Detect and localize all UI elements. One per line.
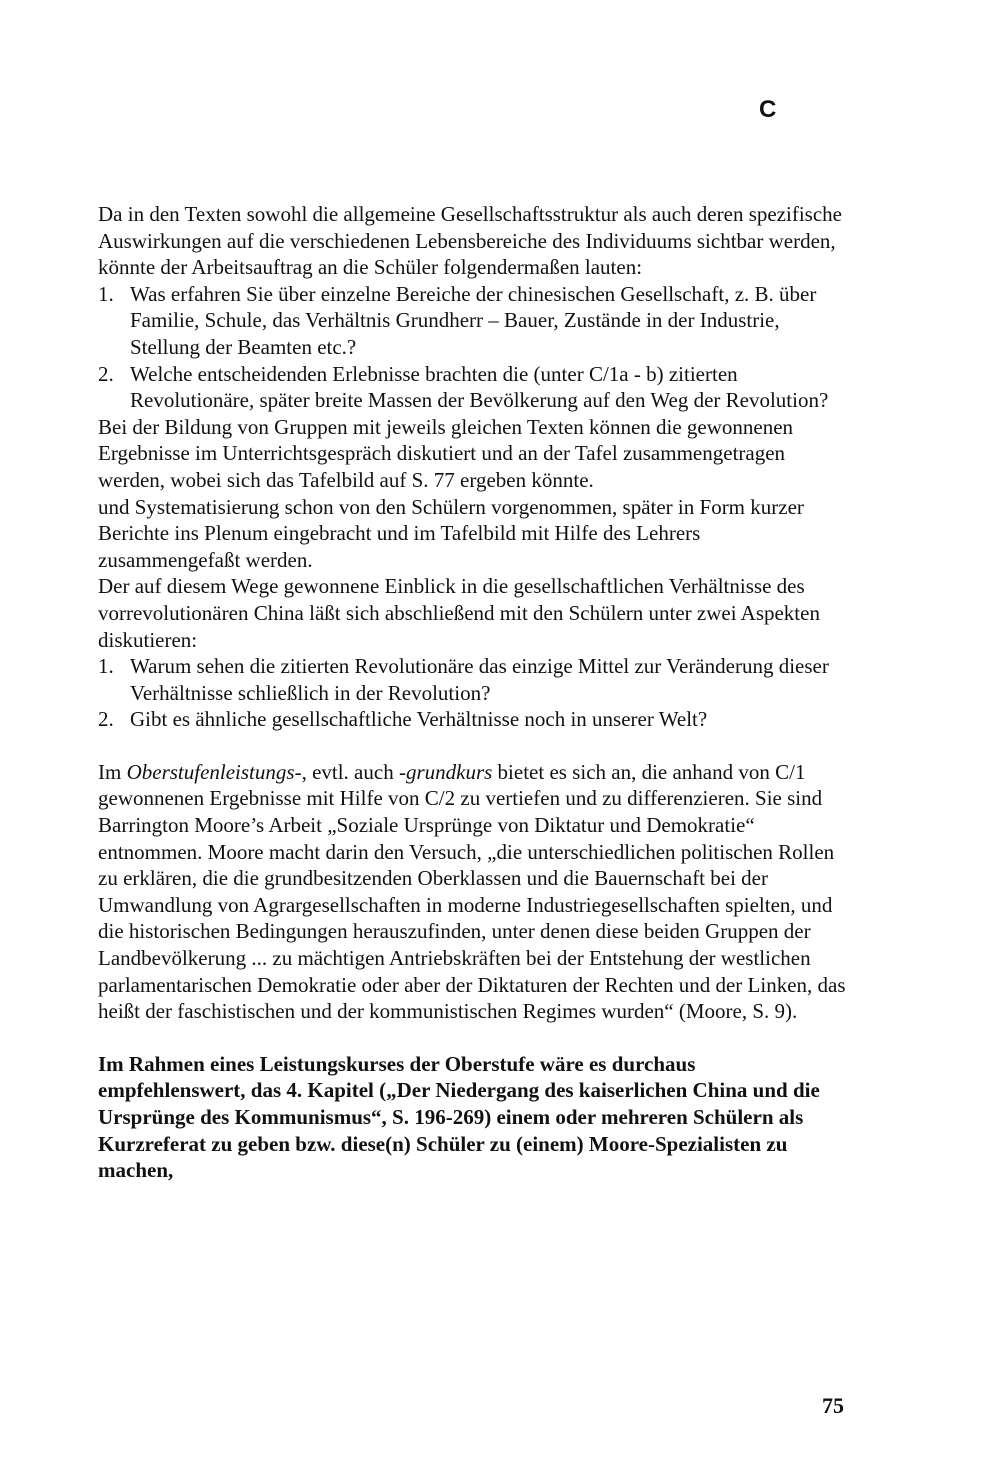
paragraph-recommendation: Im Rahmen eines Leistungskurses der Oberstufe wäre es durchaus empfehlenswert, das 4. Kapitel („Der Niedergang des kaiserlichen China und die Ursprünge des Kommunismus“, S. 196-269) einem oder mehreren Schülern als Kurzreferat zu geben bzw. diese(n) Schüler zu (einem) Moore-Spezialisten zu machen,: [98, 1051, 820, 1183]
list-item: [98, 706, 846, 733]
paragraph-groups: Bei der Bildung von Gruppen mit jeweils gleichen Texten können die gewonnenen Ergebnisse im Unterrichtsgespräch diskutiert und an der Tafel zusammengetragen werden, wobei sich das Tafelbild auf S. 77 ergeben könnte.: [98, 414, 794, 492]
list-number: 2.: [98, 361, 114, 386]
body-text: [98, 201, 846, 1184]
list-item: [98, 361, 846, 414]
list-item: [98, 653, 846, 706]
italic-term: Oberstufenleistungs-: [126, 759, 302, 784]
list-number: 2.: [98, 707, 114, 732]
list-number: 1.: [98, 654, 114, 679]
page-number: 75: [822, 1393, 844, 1418]
paragraph-insight: Der auf diesem Wege gewonnene Einblick in die gesellschaftlichen Verhältnisse des vorrevolutionären China läßt sich abschließend mit den Schülern unter zwei Aspekten diskutieren:: [98, 574, 820, 652]
discussion-list: [98, 653, 846, 733]
italic-term: -grundkurs: [398, 759, 493, 784]
paragraph-systematization: und Systematisierung schon von den Schülern vorgenommen, später in Form kurzer Berichte ins Plenum eingebracht und im Tafelbild mit Hilfe des Lehrers zusammengefaßt werden.: [98, 494, 804, 572]
paragraph-intro: Da in den Texten sowohl die allgemeine Gesellschaftsstruktur als auch deren spezifische Auswirkungen auf die verschiedenen Lebensbereiche des Individuums sichtbar werden, könnte der Arbeitsauftrag an die Schüler folgendermaßen lauten:: [98, 202, 842, 280]
task-list: [98, 281, 846, 414]
list-item: [98, 281, 846, 361]
list-text: Was erfahren Sie über einzelne Bereiche der chinesischen Gesellschaft, z. B. über Familie, Schule, das Verhältnis Grundherr – Bauer, Zustände in der Industrie, Stellung der Beamten etc.?: [130, 281, 817, 359]
text-fragment: Im: [98, 759, 127, 784]
text-fragment: , evtl. auch: [301, 759, 399, 784]
list-text: Welche entscheidenden Erlebnisse brachten die (unter C/1a - b) zitierten Revolutionäre, später breite Massen der Bevölkerung auf den Weg der Revolution?: [130, 361, 829, 413]
paragraph-moore: [98, 759, 846, 1025]
list-number: 1.: [98, 281, 114, 306]
list-text: Warum sehen die zitierten Revolutionäre das einzige Mittel zur Veränderung dieser Verhältnisse schließlich in der Revolution?: [130, 654, 829, 705]
list-text: Gibt es ähnliche gesellschaftliche Verhältnisse noch in unserer Welt?: [130, 707, 708, 732]
section-letter: C: [759, 96, 777, 123]
text-fragment: bietet es sich an, die anhand von C/1 gewonnenen Ergebnisse mit Hilfe von C/2 zu vertiefen und zu differenzieren. Sie sind Barrington Moore’s Arbeit „Soziale Ursprünge von Diktatur und Demokratie“ entnommen. Moore macht darin den Versuch, „die unterschiedlichen politischen Rollen zu erklären, die die grundbesitzenden Oberklassen und die Bauernschaft bei der Umwandlung von Agrargesellschaften in moderne Industriegesellschaften spielten, und die historischen Bedingungen herauszufinden, unter denen diese beiden Gruppen der Landbevölkerung ... zu mächtigen Antriebskräften bei der Entstehung der westlichen parlamentarischen Demokratie oder aber der Diktaturen der Rechten und der Linken, das heißt der faschistischen und der kommunistischen Regimes wurden“ (Moore, S. 9).: [98, 759, 846, 1024]
